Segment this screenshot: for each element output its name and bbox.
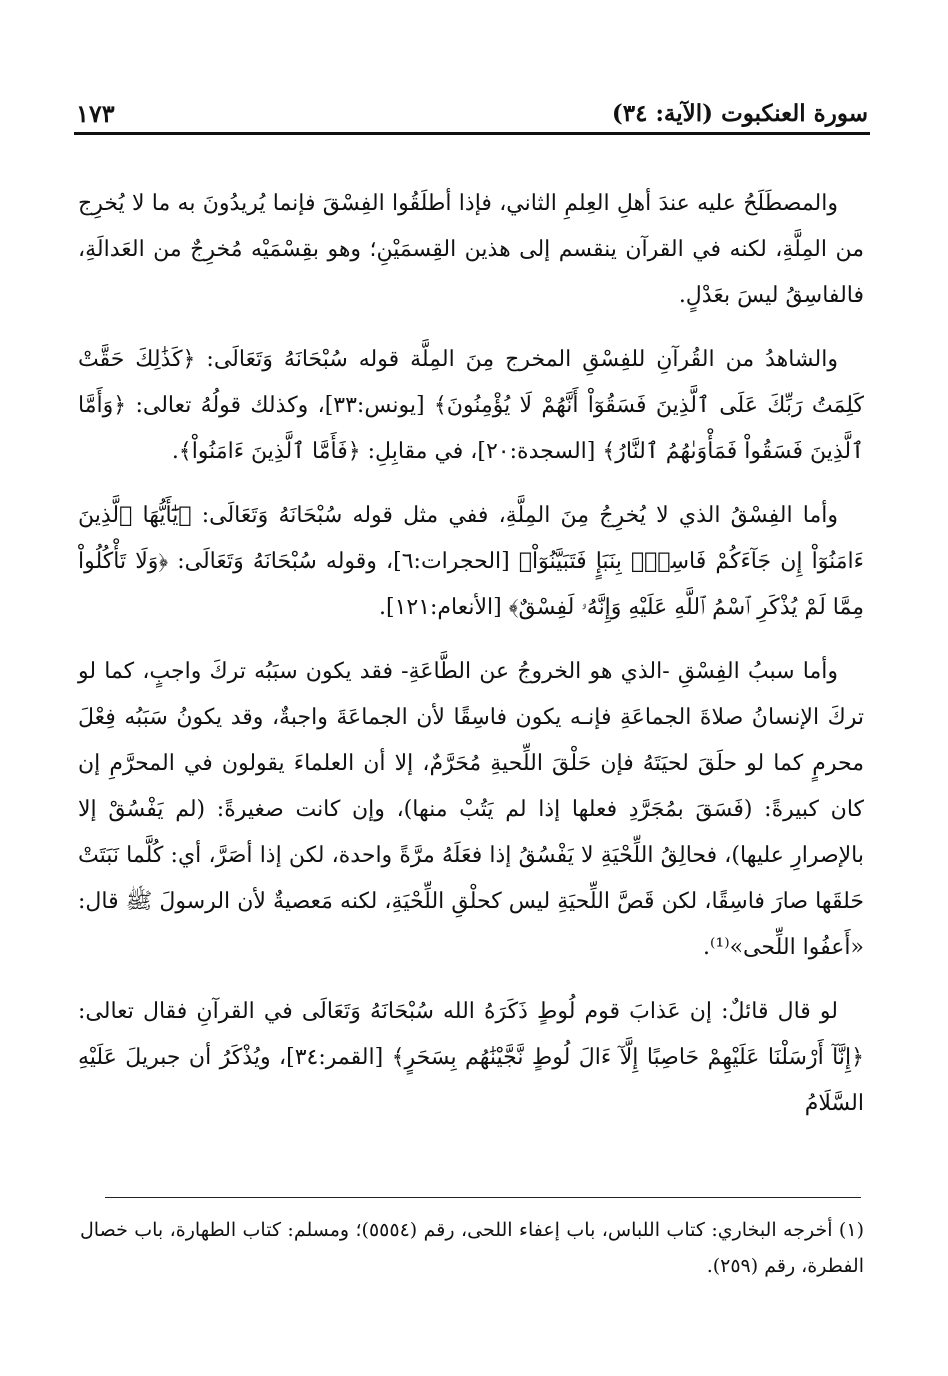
surah-title: سورة العنكبوت (الآية: ٣٤) <box>611 99 868 127</box>
paragraph-definition: والمصطَلَحُ عليه عندَ أهلِ العِلمِ الثاني، فإذا أطلَقُوا الفِسْقَ فإنما يُريدُونَ به ما لا يُخرِج من المِلَّةِ، لكنه في القرآن ينقسم إلى هذين القِسمَيْنِ؛ وهو بقِسْمَيْه مُخرِجٌ من العَدالَةِ، فالفاسِقُ ليسَ بعَدْلٍ. <box>78 191 864 308</box>
page-header <box>76 96 868 130</box>
paragraph-causes-of-fisq: وأما سببُ الفِسْقِ -الذي هو الخروجُ عن الطَّاعَةِ- فقد يكون سبَبُه تركَ واجبٍ، كما لو تركَ الإنسانُ صلاةَ الجماعَةِ فإنـه يكون فاسِقًا لأن الجماعَةَ واجبةٌ، وقد يكونُ سَبَبُه فِعْلَ محرمٍ كما لو حلَقَ لحيَتَهُ فإن حَلْقَ اللِّحيةِ مُحَرَّمٌ، إلا أن العلماءَ يقولون في المحرَّمِ إن كان كبيرةً: (فَسَقَ بمُجَرَّدِ فعلها إذا لم يَتُبْ منها)، وإن كانت صغيرةً: (لم يَفْسُقْ إلا بالإصرارِ عليها)، فحالِقُ اللِّحْيَةِ لا يَفْسُقُ إذا فعَلَهُ مرَّةً واحدة، لكن إذا أصَرَّ، أي: كُلَّما نَبَتَتْ حَلقَها صارَ فاسِقًا، لكن قَصَّ اللِّحيَةِ ليس كحلْقِ اللِّحْيَةِ، لكنه مَعصيةٌ لأن الرسولَ ﷺ قال: «أَعفُوا اللِّحى»⁽¹⁾. <box>78 659 864 960</box>
footnote-1: (١) أخرجه البخاري: كتاب اللباس، باب إعفاء اللحى، رقم (٥٥٥٤)؛ ومسلم: كتاب الطهارة، باب خصال الفطرة، رقم (٢٥٩). <box>80 1219 864 1277</box>
page-number: ١٧٣ <box>76 98 115 128</box>
main-text <box>78 181 864 1145</box>
paragraph-lut-question: لو قال قائلٌ: إن عَذابَ قوم لُوطٍ ذَكَرَهُ الله سُبْحَانَهُ وَتَعَالَى في القرآنِ فقال تعالى: ﴿إِنَّآ أَرْسَلْنَا عَلَيْهِمْ حَاصِبًا إِلَّآ ءَالَ لُوطٍ نَّجَّيْنَٰهُم بِسَحَرٍ﴾ [القمر:٣٤]، ويُذْكَرُ أن جبريلَ عَلَيْهِ السَّلَامُ <box>78 999 864 1116</box>
footnotes <box>80 1212 864 1284</box>
header-rule <box>74 132 870 135</box>
paragraph-exiting-fisq: والشاهدُ من القُرآنِ للفِسْقِ المخرج مِنَ المِلَّة قوله سُبْحَانَهُ وَتَعَالَى: ﴿كَذَٰلِكَ حَقَّتْ كَلِمَتُ رَبِّكَ عَلَى ٱلَّذِينَ فَسَقُوٓاْ أَنَّهُمْ لَا يُؤْمِنُونَ﴾ [يونس:٣٣]، وكذلك قولُهُ تعالى: ﴿وَأَمَّا ٱلَّذِينَ فَسَقُواْ فَمَأْوَىٰهُمُ ٱلنَّارُ﴾ [السجدة:٢٠]، في مقابِلِ: ﴿فَأَمَّا ٱلَّذِينَ ءَامَنُواْ﴾. <box>78 347 864 464</box>
paragraph-non-exiting-fisq: وأما الفِسْقُ الذي لا يُخرِجُ مِنَ المِلَّةِ، ففي مثل قوله سُبْحَانَهُ وَتَعَالَى: ﴿يَٰٓأَيُّهَا ٱلَّذِينَ ءَامَنُوٓاْ إِن جَآءَكُمْ فَاسِقٌۢ بِنَبَإٍ فَتَبَيَّنُوٓاْ﴾ [الحجرات:٦]، وقوله سُبْحَانَهُ وَتَعَالَى: ﴿وَلَا تَأْكُلُواْ مِمَّا لَمْ يُذْكَرِ ٱسْمُ ٱللَّهِ عَلَيْهِ وَإِنَّهُۥ لَفِسْقٌ﴾ [الأنعام:١٢١]. <box>78 503 864 620</box>
footnote-rule <box>105 1197 861 1198</box>
